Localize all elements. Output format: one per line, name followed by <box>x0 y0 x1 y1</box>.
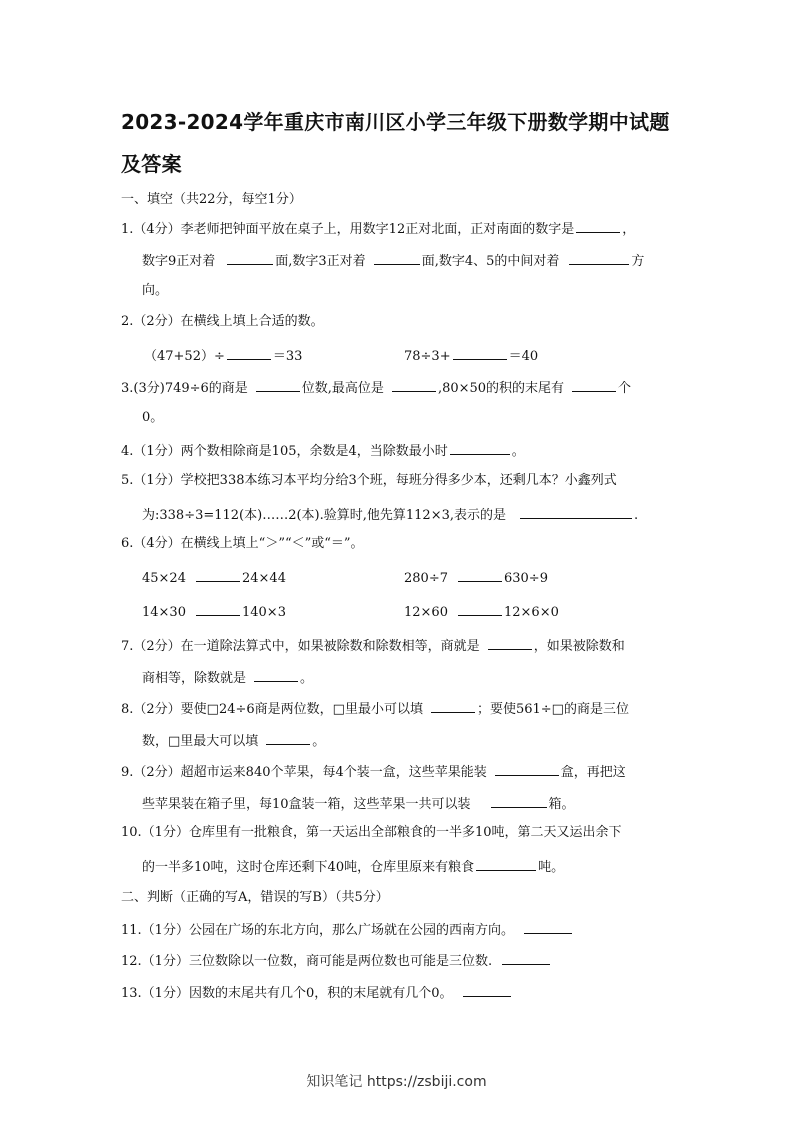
question-text: ；要使561÷□的商是三位 <box>476 702 629 717</box>
question-7-line-1 <box>121 636 625 655</box>
question-text: 位数,最高位是 <box>301 381 384 396</box>
question-text: 7.（2分）在一道除法算式中，如果被除数和除数相等，商就是 <box>121 639 480 654</box>
question-2-line-1: 2.（2分）在横线上填上合适的数。 <box>121 314 324 329</box>
question-1-line-1 <box>121 219 635 238</box>
section-heading-true-false: 二、判断（正确的写A，错误的写B）（共5分） <box>121 890 389 905</box>
question-11 <box>121 920 574 939</box>
expression-text: 24×44 <box>241 571 286 586</box>
question-2-right-expression <box>404 346 538 365</box>
answer-blank[interactable] <box>374 251 420 265</box>
question-3-line-2: 0。 <box>142 410 164 425</box>
question-text: 的一半多10吨，这时仓库还剩下40吨，仓库里原来有粮食 <box>142 860 475 875</box>
question-text: 3.(3分)749÷6的商是 <box>121 381 248 396</box>
question-text: 个 <box>618 381 632 396</box>
question-text: 12.（1分）三位数除以一位数，商可能是两位数也可能是三位数. <box>121 954 493 969</box>
question-10-line-2 <box>142 857 564 876</box>
answer-blank[interactable] <box>502 951 550 965</box>
answer-blank[interactable] <box>576 219 620 233</box>
question-text: 。 <box>511 444 525 459</box>
question-text: 面,数字4、5的中间对着 <box>421 254 560 269</box>
section-heading-fill-in: 一、填空（共22分，每空1分） <box>121 192 302 207</box>
question-text: 面,数字3正对着 <box>275 254 366 269</box>
question-9-line-1 <box>121 762 626 781</box>
expression-text: 140×3 <box>241 605 286 620</box>
answer-blank[interactable] <box>450 441 510 455</box>
question-2-left-expression <box>144 346 302 365</box>
answer-blank[interactable] <box>520 505 632 519</box>
answer-blank[interactable] <box>463 983 511 997</box>
expression-text: 78÷3+ <box>404 349 451 364</box>
question-text: 数，□里最大可以填 <box>142 734 259 749</box>
question-6-row-2-right <box>404 602 559 621</box>
question-text: 盒，再把这 <box>560 765 626 780</box>
answer-blank[interactable] <box>227 346 271 360</box>
expression-text: 12×6×0 <box>503 605 559 620</box>
question-7-line-2 <box>142 668 313 687</box>
question-text: ， <box>622 222 636 237</box>
question-text: 商相等，除数就是 <box>142 671 247 686</box>
question-text: 。 <box>312 734 326 749</box>
question-text: 些苹果装在箱子里，每10盒装一箱，这些苹果一共可以装 <box>142 797 471 812</box>
question-text: 11.（1分）公园在广场的东北方向，那么广场就在公园的西南方向。 <box>121 923 514 938</box>
expression-text: 630÷9 <box>503 571 548 586</box>
question-5-line-2 <box>142 505 638 524</box>
question-text: ，如果被除数和 <box>533 639 625 654</box>
expression-text: 280÷7 <box>404 571 448 586</box>
question-text: 吨。 <box>538 860 565 875</box>
question-4-line-1 <box>121 441 525 460</box>
question-1-line-3: 向。 <box>142 283 169 298</box>
expression-text: 14×30 <box>142 605 186 620</box>
answer-blank[interactable] <box>491 794 547 808</box>
answer-blank[interactable] <box>524 920 572 934</box>
question-12 <box>121 951 552 970</box>
question-9-line-2 <box>142 794 575 813</box>
question-3-line-1 <box>121 378 631 397</box>
question-8-line-1 <box>121 699 629 718</box>
question-text: 13.（1分）因数的末尾共有几个0，积的末尾就有几个0。 <box>121 986 453 1001</box>
question-text: 4.（1分）两个数相除商是105，余数是4，当除数最小时 <box>121 444 448 459</box>
expression-text: ＝33 <box>272 349 303 364</box>
question-text: 1.（4分）李老师把钟面平放在桌子上，用数字12正对北面，正对南面的数字是 <box>121 222 575 237</box>
answer-blank[interactable] <box>458 602 502 616</box>
question-text: . <box>634 508 639 523</box>
question-1-line-2 <box>142 251 644 270</box>
question-10-line-1: 10.（1分）仓库里有一批粮食，第一天运出全部粮食的一半多10吨，第二天又运出余下 <box>121 825 622 840</box>
answer-blank[interactable] <box>266 731 310 745</box>
page-title: 2023-2024学年重庆市南川区小学三年级下册数学期中试题 <box>121 110 670 134</box>
answer-blank[interactable] <box>476 857 536 871</box>
answer-blank[interactable] <box>227 251 273 265</box>
expression-text: 45×24 <box>142 571 186 586</box>
question-text: 方 <box>631 254 645 269</box>
answer-blank[interactable] <box>453 346 507 360</box>
question-text: 。 <box>300 671 314 686</box>
answer-blank[interactable] <box>196 568 240 582</box>
answer-blank[interactable] <box>569 251 629 265</box>
page-title-continued: 及答案 <box>121 152 182 176</box>
footer-watermark: 知识笔记 https://zsbiji.com <box>306 1074 487 1090</box>
answer-blank[interactable] <box>572 378 616 392</box>
answer-blank[interactable] <box>254 668 298 682</box>
expression-text: （47+52）÷ <box>144 349 225 364</box>
answer-blank[interactable] <box>495 762 559 776</box>
answer-blank[interactable] <box>458 568 502 582</box>
question-text: 8.（2分）要使□24÷6商是两位数，□里最小可以填 <box>121 702 423 717</box>
question-text: 为:338÷3=112(本)……2(本).验算时,他先算112×3,表示的是 <box>142 508 506 523</box>
answer-blank[interactable] <box>256 378 300 392</box>
question-6-row-1-right <box>404 568 548 587</box>
question-13 <box>121 983 513 1002</box>
expression-text: ＝40 <box>508 349 539 364</box>
expression-text: 12×60 <box>404 605 448 620</box>
question-6-row-2-left <box>142 602 286 621</box>
answer-blank[interactable] <box>196 602 240 616</box>
question-5-line-1: 5.（1分）学校把338本练习本平均分给3个班，每班分得多少本，还剩几本？小鑫列式 <box>121 473 617 488</box>
question-text: ,80×50的积的末尾有 <box>437 381 565 396</box>
answer-blank[interactable] <box>488 636 532 650</box>
question-8-line-2 <box>142 731 325 750</box>
question-6-row-1-left <box>142 568 286 587</box>
answer-blank[interactable] <box>392 378 436 392</box>
question-text: 9.（2分）超超市运来840个苹果，每4个装一盒，这些苹果能装 <box>121 765 487 780</box>
question-6-line-1: 6.（4分）在横线上填上“＞”“＜”或“＝”。 <box>121 536 364 551</box>
answer-blank[interactable] <box>431 699 475 713</box>
question-text: 箱。 <box>548 797 575 812</box>
question-text: 数字9正对着 <box>142 254 216 269</box>
